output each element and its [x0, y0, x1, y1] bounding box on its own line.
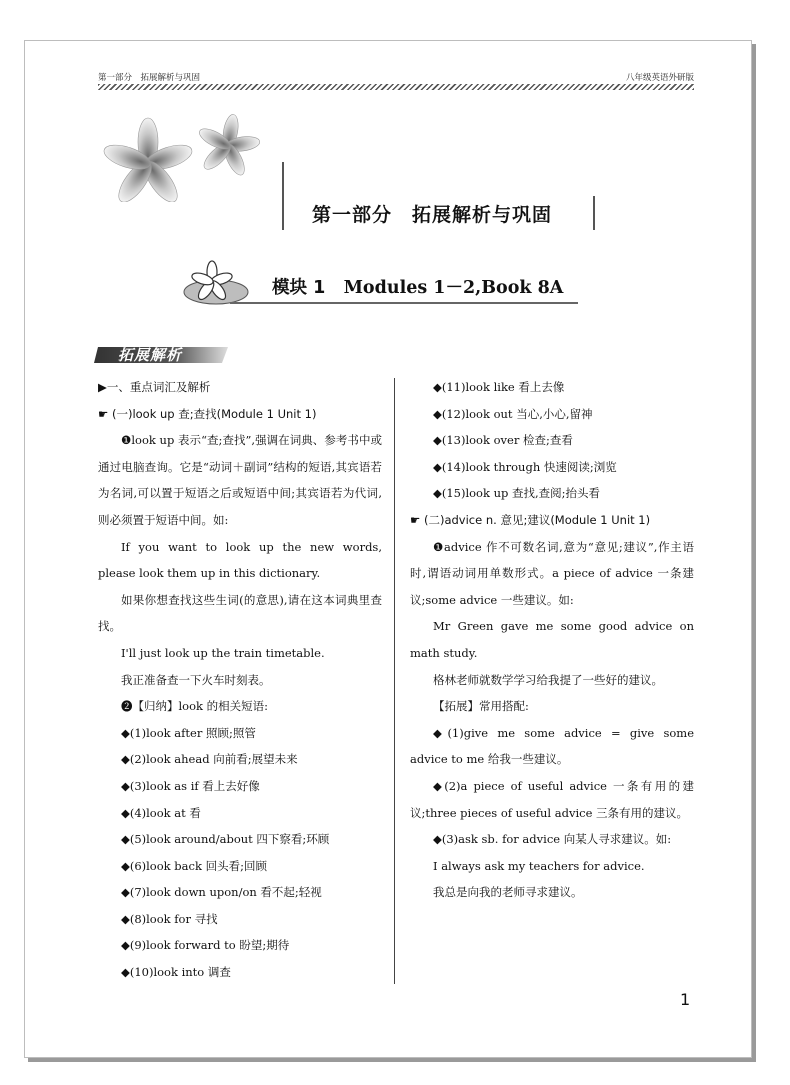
module-flower-icon	[182, 258, 252, 308]
heading-advice: ☛ (二)advice n. 意见;建议(Module 1 Unit 1)	[410, 512, 651, 527]
phrase-item: ◆(12)look out 当心,小心,留神	[433, 406, 593, 421]
module-underline	[230, 302, 578, 304]
phrase-item: ◆(14)look through 快速阅读;浏览	[433, 459, 617, 474]
example-en: If you want to look up the new words, please look them up in this dictionary.	[98, 539, 382, 581]
running-head-left: 第一部分 拓展解析与巩固	[98, 73, 201, 83]
running-head-right: 八年级英语外研版	[625, 73, 694, 83]
phrase-item: ◆(10)look into 调查	[121, 965, 231, 980]
phrase-item: ◆(3)look as if 看上去好像	[121, 778, 260, 793]
collocation-item: ◆(1)give me some advice = give some advice to me 给我一些建议。	[410, 725, 694, 767]
phrase-item: ◆(11)look like 看上去像	[433, 380, 565, 394]
heading-look-up: ☛ (一)look up 查;查找(Module 1 Unit 1)	[98, 406, 317, 421]
phrase-item: ◆(1)look after 照顾;照管	[121, 725, 256, 740]
module-title	[272, 274, 563, 299]
paragraph: ❶look up 表示“查;查找”,强调在词典、参考书中或通过电脑查询。它是“动词＋副词”结构的短语,其宾语若为名词,可以置于短语之后或短语中间;其宾语若为代词,则必须置于短语中间。如:	[98, 433, 382, 527]
module-title-en: Modules 1－2,Book 8A	[343, 278, 564, 298]
phrase-item: ◆(7)look down upon/on 看不起;轻视	[121, 885, 322, 900]
hatched-rule	[98, 84, 694, 90]
column-divider	[394, 378, 395, 984]
module-title-zh: 模块 1	[272, 278, 326, 298]
phrase-item: ◆(9)look forward to 盼望;期待	[121, 938, 290, 953]
collocation-item: ◆(2)a piece of useful advice 一条有用的建议;three pieces of useful advice 三条有用的建议。	[410, 778, 694, 820]
example-en: I always ask my teachers for advice.	[433, 858, 645, 873]
part-title-bar-left	[282, 162, 284, 230]
example-en: Mr Green gave me some good advice on math study.	[410, 619, 694, 660]
flower-decoration-icon	[100, 112, 275, 202]
phrase-item: ◆(15)look up 查找,查阅;抬头看	[433, 486, 601, 501]
example-zh: 我正准备查一下火车时刻表。	[121, 672, 271, 687]
phrase-item: ◆(2)look ahead 向前看;展望未来	[121, 752, 298, 767]
phrase-item: ◆(13)look over 检查;查看	[433, 433, 573, 448]
example-zh: 我总是向我的老师寻求建议。	[433, 885, 583, 900]
section-label: 拓展解析	[118, 346, 183, 364]
left-column	[98, 374, 382, 986]
collocation-item: ◆(3)ask sb. for advice 向某人寻求建议。如:	[433, 832, 672, 847]
example-en: I'll just look up the train timetable.	[121, 645, 325, 660]
summary-heading: ❷【归纳】look 的相关短语:	[121, 699, 269, 714]
paragraph: ❶advice 作不可数名词,意为“意见;建议”,作主语时,谓语动词用单数形式。a piece of advice 一条建议;some advice 一些建议。如:	[410, 539, 694, 607]
phrase-item: ◆(8)look for 寻找	[121, 911, 218, 926]
right-column	[410, 374, 694, 906]
example-zh: 如果你想查找这些生词(的意思),请在这本词典里查找。	[98, 592, 382, 634]
heading-key-vocab: ▶一、重点词汇及解析	[98, 380, 211, 394]
page-number: 1	[680, 990, 691, 1009]
part-title: 第一部分 拓展解析与巩固	[312, 204, 553, 226]
phrase-item: ◆(5)look around/about 四下察看;环顾	[121, 832, 330, 847]
phrase-item: ◆(4)look at 看	[121, 805, 201, 820]
phrase-item: ◆(6)look back 回头看;回顾	[121, 858, 267, 873]
example-zh: 格林老师就数学学习给我提了一些好的建议。	[433, 672, 663, 687]
extension-heading: 【拓展】常用搭配:	[433, 699, 529, 714]
part-title-bar-right	[593, 196, 595, 230]
